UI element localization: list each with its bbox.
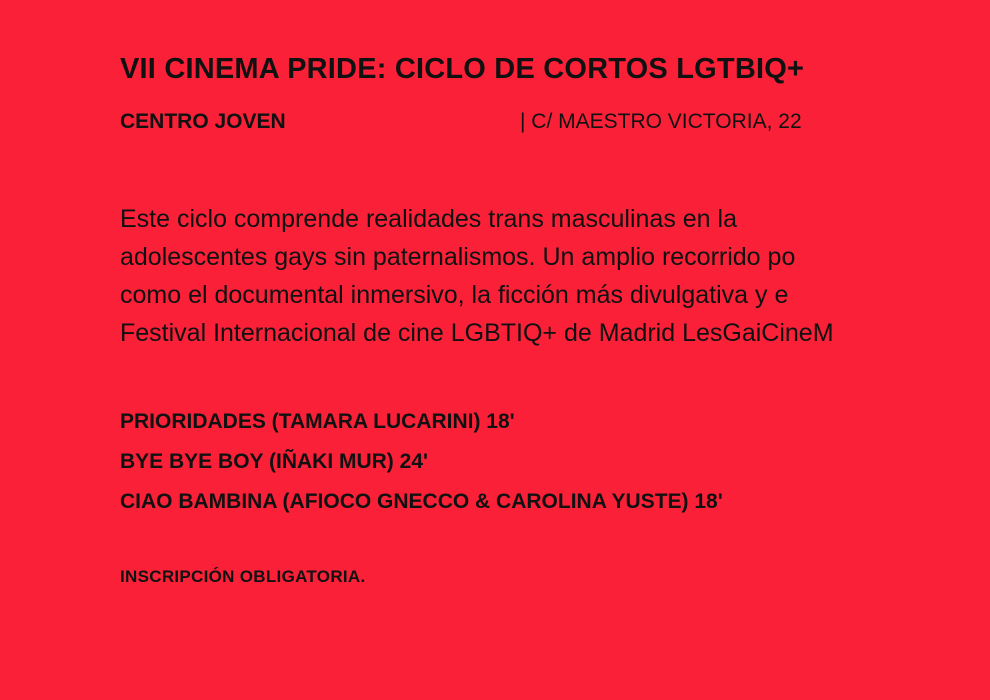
description-line: Este ciclo comprende realidades trans masculinas en la xyxy=(120,204,737,233)
venue-row xyxy=(120,109,990,134)
description-line: como el documental inmersivo, la ficción más divulgativa y e xyxy=(120,280,789,309)
venue-address: | C/ MAESTRO VICTORIA, 22 xyxy=(520,109,802,133)
registration-notice: INSCRIPCIÓN OBLIGATORIA. xyxy=(120,566,366,586)
list-item: PRIORIDADES (TAMARA LUCARINI) 18' xyxy=(120,409,515,433)
description-line: adolescentes gays sin paternalismos. Un amplio recorrido po xyxy=(120,242,796,271)
venue-name: CENTRO JOVEN xyxy=(120,109,286,133)
description-line: Festival Internacional de cine LGBTIQ+ de Madrid LesGaiCineM xyxy=(120,318,834,347)
page-title: VII CINEMA PRIDE: CICLO DE CORTOS LGTBIQ+ xyxy=(120,53,805,85)
list-item: BYE BYE BOY (IÑAKI MUR) 24' xyxy=(120,449,428,473)
list-item: CIAO BAMBINA (AFIOCO GNECCO & CAROLINA YUSTE) 18' xyxy=(120,489,723,513)
description-block xyxy=(120,134,990,352)
film-list xyxy=(120,352,990,522)
